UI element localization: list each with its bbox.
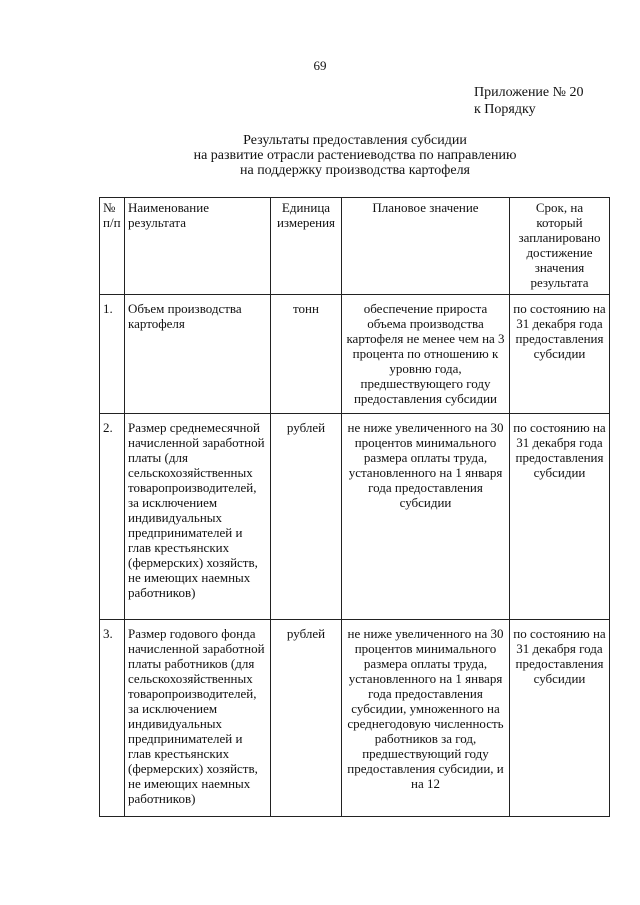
annex-reference bbox=[474, 84, 584, 118]
row-deadline: по состоянию на 31 декабря года предоставления субсидии bbox=[510, 620, 610, 817]
row-deadline: по состоянию на 31 декабря года предоставления субсидии bbox=[510, 414, 610, 620]
row-unit: рублей bbox=[271, 620, 342, 817]
page-number: 69 bbox=[313, 58, 327, 73]
table-row bbox=[100, 295, 610, 414]
header-deadline: Срок, на который запланировано достижение значения результата bbox=[510, 198, 610, 295]
row-result-name: Объем производства картофеля bbox=[125, 295, 271, 414]
row-planned-value: не ниже увеличенного на 30 процентов минимального размера оплаты труда, установленного на 1 января года предоставления субсидии, умноженного на среднегодовую численность работников за год, предшествующий году предоставления субсидии, и на 12 bbox=[342, 620, 510, 817]
row-deadline: по состоянию на 31 декабря года предоставления субсидии bbox=[510, 295, 610, 414]
table-row bbox=[100, 620, 610, 817]
row-number: 2. bbox=[100, 414, 125, 620]
row-unit: тонн bbox=[271, 295, 342, 414]
table-header-row bbox=[100, 198, 610, 295]
header-number: № п/п bbox=[100, 198, 125, 295]
header-unit: Единица измерения bbox=[271, 198, 342, 295]
row-number: 1. bbox=[100, 295, 125, 414]
title-line: Результаты предоставления субсидии bbox=[243, 133, 467, 148]
row-planned-value: обеспечение прироста объема производства картофеля не менее чем на 3 процента по отношению к уровню года, предшествующего году предоставления субсидии bbox=[342, 295, 510, 414]
document-title bbox=[0, 133, 640, 178]
table-row bbox=[100, 414, 610, 620]
annex-target: к Порядку bbox=[474, 102, 536, 117]
title-line: на поддержку производства картофеля bbox=[239, 163, 470, 178]
row-result-name: Размер годового фонда начисленной заработной платы работников (для сельскохозяйственных товаропроизводителей, за исключением индивидуальных предпринимателей и глав крестьянских (фермерских) хозяйств, не имеющих наемных работников) bbox=[125, 620, 271, 817]
title-line: на развитие отрасли растениеводства по направлению bbox=[193, 148, 517, 163]
row-planned-value: не ниже увеличенного на 30 процентов минимального размера оплаты труда, установленного на 1 января года предоставления субсидии bbox=[342, 414, 510, 620]
row-unit: рублей bbox=[271, 414, 342, 620]
row-number: 3. bbox=[100, 620, 125, 817]
row-result-name: Размер среднемесячной начисленной заработной платы (для сельскохозяйственных товаропроизводителей, за исключением индивидуальных предпринимателей и глав крестьянских (фермерских) хозяйств, не имеющих наемных работников) bbox=[125, 414, 271, 620]
header-result-name: Наименование результата bbox=[125, 198, 271, 295]
results-table bbox=[99, 197, 610, 817]
header-planned-value: Плановое значение bbox=[342, 198, 510, 295]
annex-number: Приложение № 20 bbox=[474, 85, 584, 100]
